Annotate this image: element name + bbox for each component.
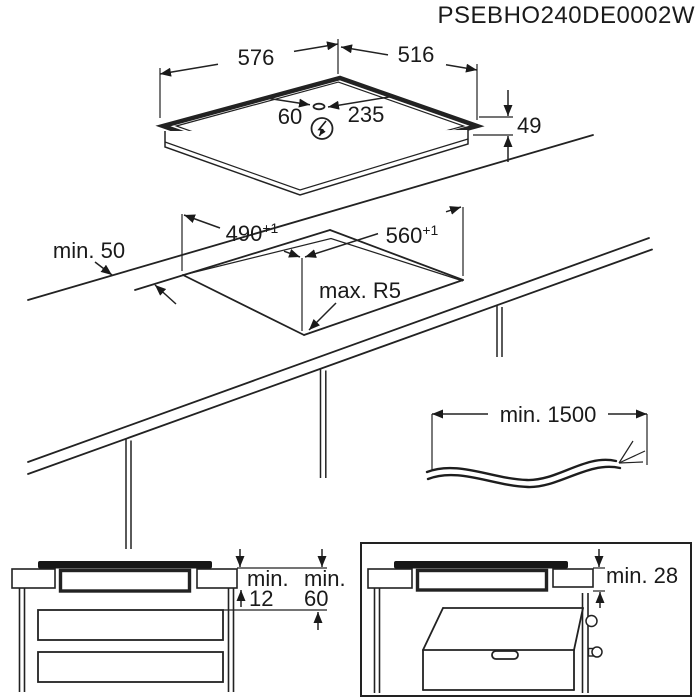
dimension-arrow [341,47,388,55]
power-connection-symbol [312,118,333,139]
cable-wire-ends [619,441,645,463]
cabinet-side-panels [126,305,502,549]
cable-offset-left-label: 60 [277,104,303,129]
cable-length-label: min. 1500 [499,402,597,427]
dimension-arrow [446,207,461,212]
worktop-section-left [12,569,55,588]
corner-radius-label: max. R5 [319,278,401,303]
dimension-arrow [284,251,300,257]
worktop-section-right [553,569,593,587]
hob-isometric-view [160,39,541,195]
corner-radius-note [309,278,401,330]
worktop-section-right [197,569,237,588]
mains-cable-bottom [428,467,620,487]
mains-cable-view [427,402,647,487]
min-label-1: min. [247,566,289,591]
fixing-knob [592,647,602,657]
oven-top-right-edge [574,608,583,650]
hob-body-section [61,571,190,592]
mounting-bracket [586,616,597,627]
cutout-width-label: $560^{+1}$ [385,222,439,248]
oven-handle [492,651,518,659]
oven-clearance-view [361,543,691,696]
dimension-arrow [95,262,112,275]
worktop-front-top-edge [28,238,649,462]
cutout-width-dimension [305,207,463,276]
worktop-cutout-view [28,135,652,549]
built-in-oven [423,608,602,690]
product-code: PSEBHO240DE0002W [437,2,695,29]
cutout-front-left-edge [183,275,304,335]
hob-height-label: 49 [517,113,542,138]
oven-top-left-edge [423,608,443,650]
hob-glass-section [394,561,568,569]
wire-end [619,462,643,463]
oven-clearance-label: min. 28 [606,563,679,588]
hob-glass-section [38,561,212,569]
cutout-depth-label: $490^{+1}$ [225,220,279,246]
hob-depth-label: 516 [397,42,435,67]
clearance-value-1: 12 [249,586,274,611]
dimension-arrow [305,234,378,257]
rear-clearance-label: min. 50 [52,238,126,263]
dimension-arrow [160,64,218,74]
drawer-front-lower [38,652,223,682]
dimension-arrow [446,65,477,70]
min-label-2: min. [304,566,346,591]
drawer-clearance-view [12,549,346,692]
power-symbol-circle [312,118,333,139]
cable-offset-right-label: 235 [347,102,385,127]
hob-body-section [418,571,547,591]
dimension-arrow [155,285,176,304]
dimension-arrow [294,44,338,51]
rear-clearance-dimension [53,238,176,304]
worktop-section-left [368,569,412,588]
dimension-arrow [184,215,220,228]
hob-width-label: 576 [237,45,275,70]
clearance-value-2: 60 [304,586,329,611]
drawer-front-upper [38,610,223,640]
cutout-depth-dimension [182,214,302,331]
